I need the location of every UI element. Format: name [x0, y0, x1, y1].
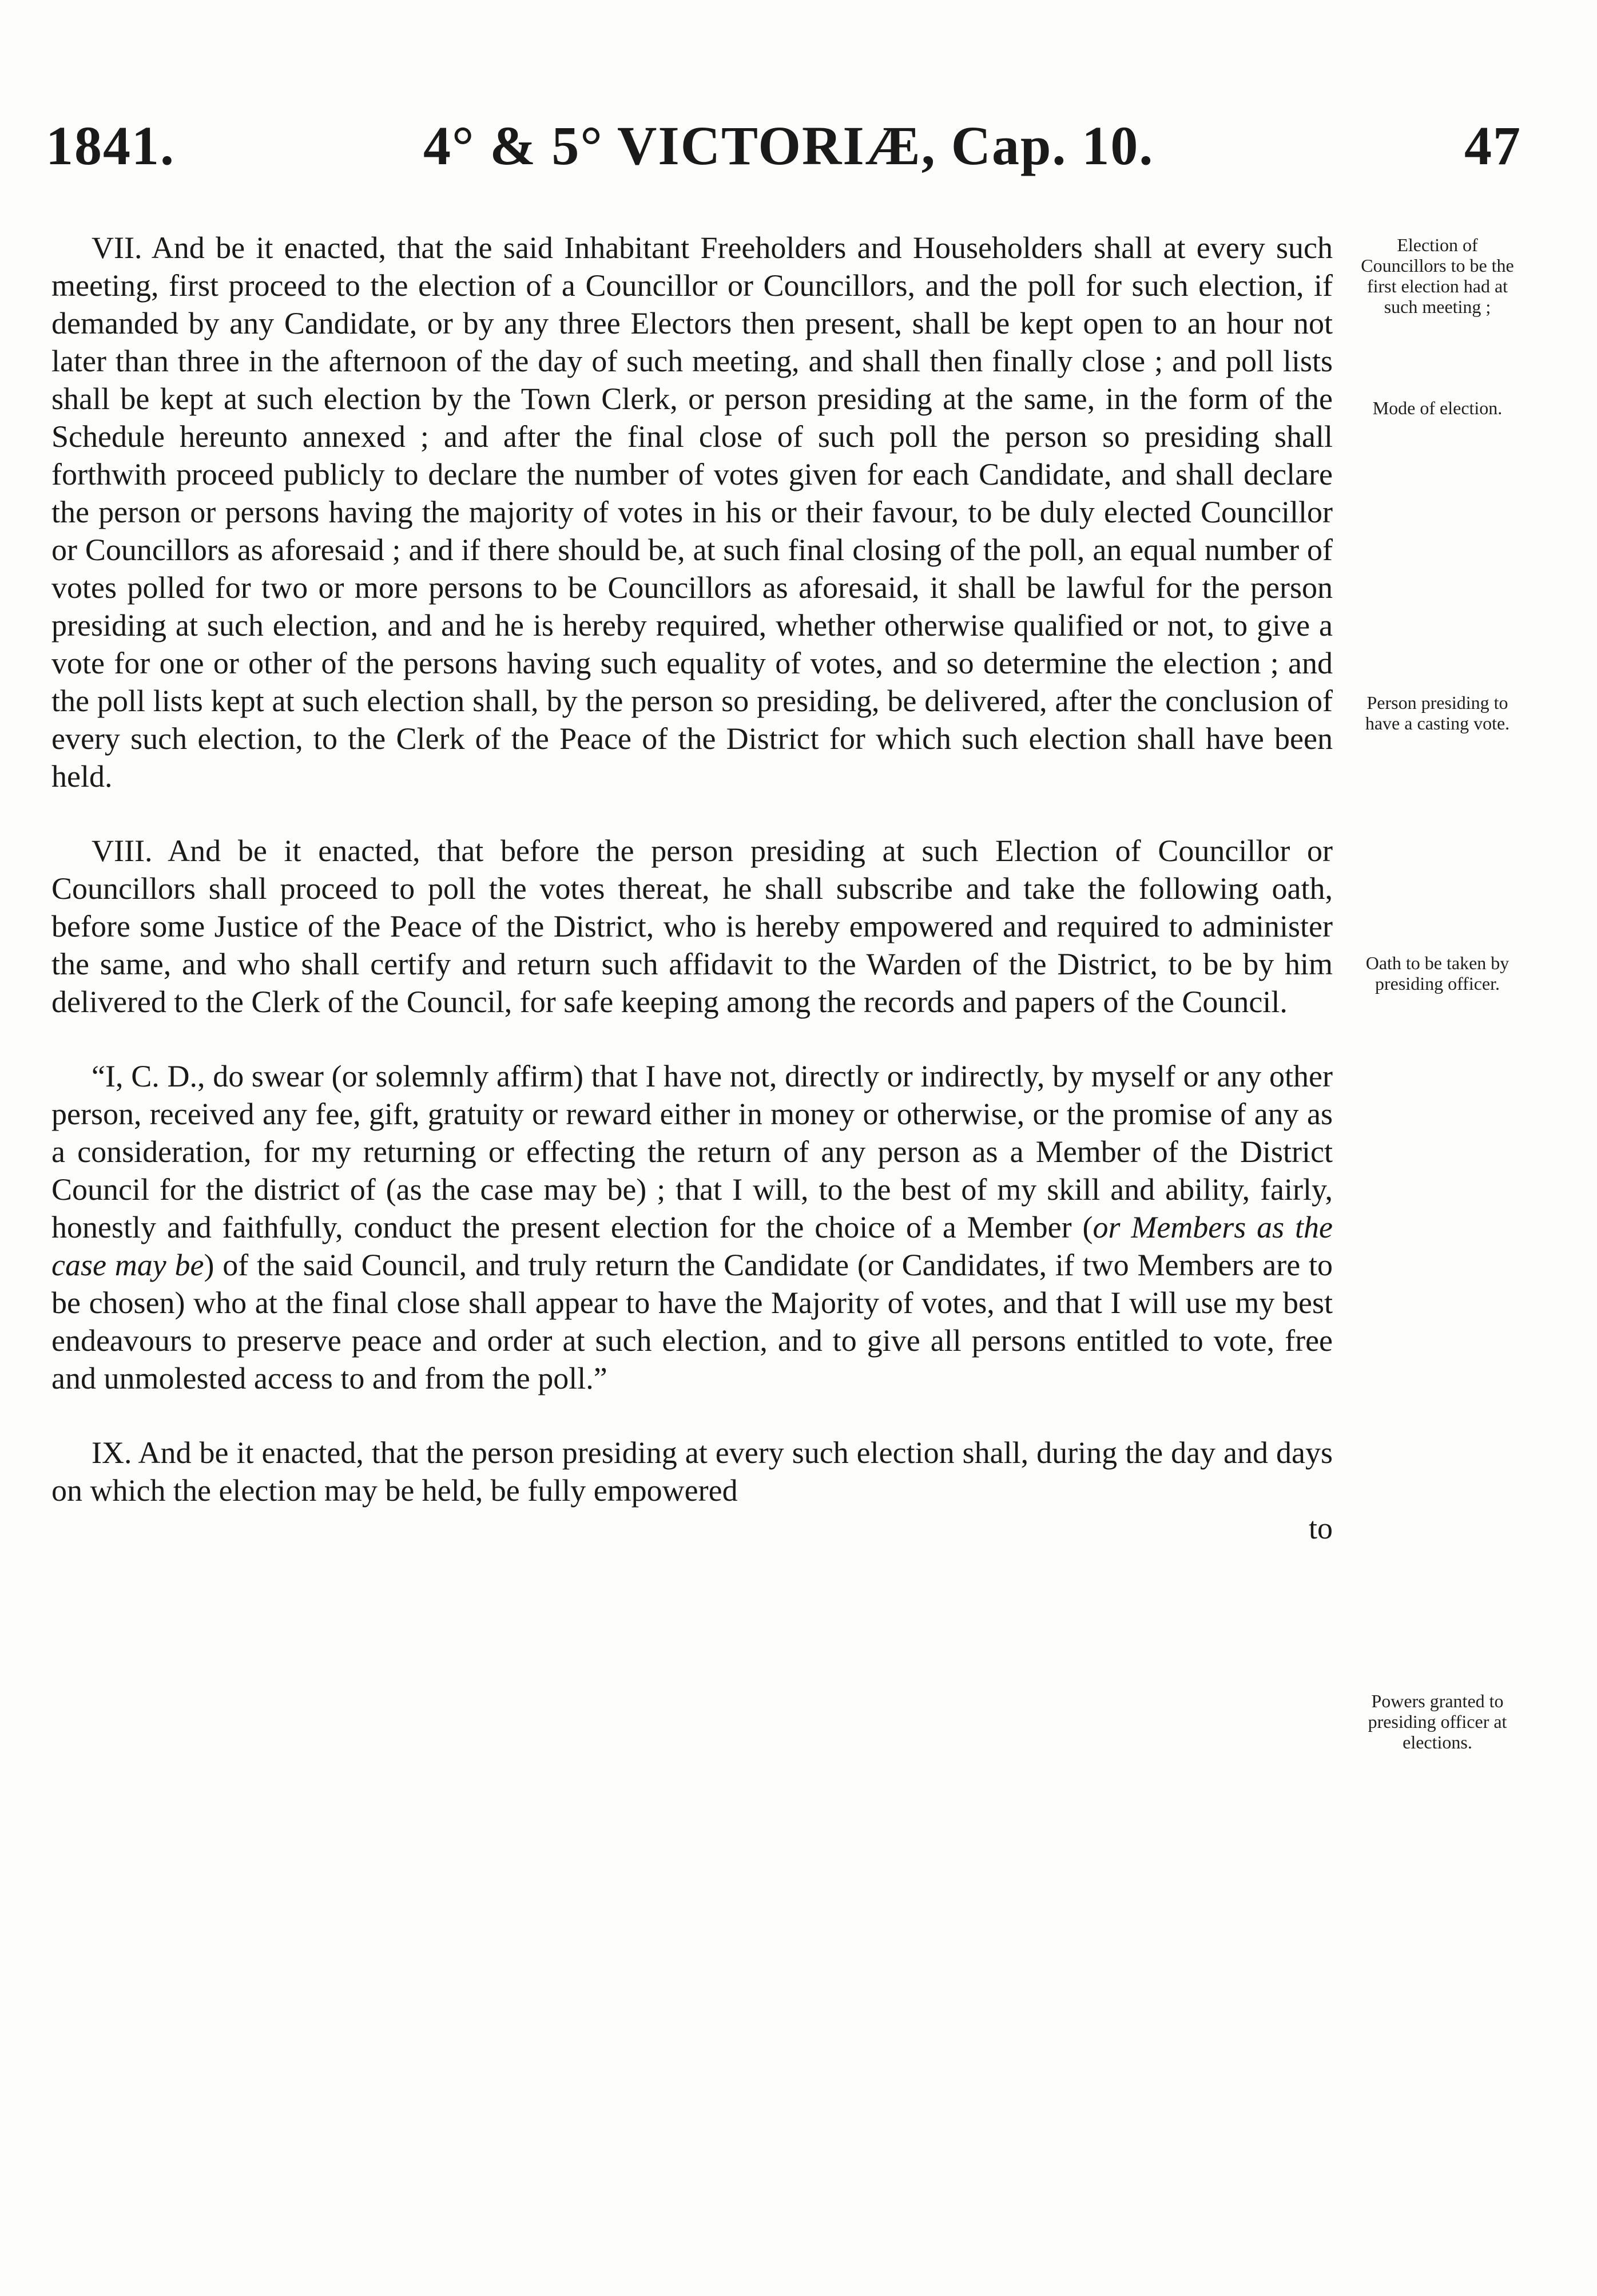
- oath-text: [51, 1057, 1333, 1397]
- oath-text-part-2: ) of the said Council, and truly return the Candidate (or Candidates, if two Members are to be chosen) who at the final close shall appear to have the Majority of votes, and that I will use my best endeavours to preserve peace and order at such election, and to give all persons entitled to vote, free and unmolested access to and from the poll.”: [51, 1248, 1333, 1395]
- catchword: to: [1308, 1511, 1333, 1545]
- margin-note-mode-of-election: Mode of election.: [1372, 398, 1503, 418]
- oath-text-italic: or Members as the case may be: [51, 1210, 1333, 1282]
- oath-text-part-1: “I, C. D., do swear (or solemnly affirm) that I have not, directly or indirectly, by myself or any other person, received any fee, gift, gratuity or reward either in money or otherwise, or the promise of any as a consideration, for my returning or effecting the return of any person as a Member of the District Council for the district of (as the case may be) ; that I will, to the best of my skill and ability, fairly, honestly and faithfully, conduct the present election for the choice of a Member (: [51, 1059, 1333, 1244]
- margin-note-election-of-councillors: Election of Councillors to be the first election had at such meeting ;: [1361, 235, 1514, 317]
- running-head: [46, 114, 1521, 177]
- main-text-column: [51, 229, 1333, 1547]
- margin-note-oath: Oath to be taken by presiding officer.: [1365, 953, 1509, 994]
- page-number: 47: [1464, 115, 1521, 176]
- section-viii: VIII. And be it enacted, that before the person presiding at such Election of Councillor or Councillors shall proceed to poll the votes thereat, he shall subscribe and take the following oath, before some Justice of the Peace of the District, who is hereby empowered and required to administer the same, and who shall certify and return such affidavit to the Warden of the District, to be by him delivered to the Clerk of the Council, for safe keeping among the records and papers of the Council.: [51, 834, 1333, 1019]
- margin-note-casting-vote: Person presiding to have a casting vote.: [1365, 692, 1510, 733]
- running-head-year: 1841.: [46, 115, 175, 176]
- section-vii: VII. And be it enacted, that the said Inhabitant Freeholders and Householders shall at every such meeting, first proceed to the election of a Councillor or Councillors, and the poll for such election, if demanded by any Candidate, or by any three Electors then present, shall be kept open to an hour not later than three in the afternoon of the day of such meeting, and shall then finally close ; and poll lists shall be kept at such election by the Town Clerk, or person presiding at the same, in the form of the Schedule hereunto annexed ; and after the final close of such poll the person so presiding shall forthwith proceed publicly to declare the number of votes given for each Candidate, and shall declare the person or persons having the majority of votes in his or their favour, to be duly elected Councillor or Councillors as aforesaid ; and if there should be, at such final closing of the poll, an equal number of votes polled for two or more persons to be Councillors as aforesaid, it shall be lawful for the person presiding at such election, and and he is hereby required, whether otherwise qualified or not, to give a vote for one or other of the persons having such equality of votes, and so determine the election ; and the poll lists kept at such election shall, by the person so presiding, be delivered, after the conclusion of every such election, to the Clerk of the Peace of the District for which such election shall have been held.: [51, 231, 1333, 794]
- running-head-title: 4° & 5° VICTORIÆ, Cap. 10.: [423, 115, 1154, 176]
- section-ix: IX. And be it enacted, that the person presiding at every such election shall, during the day and days on which the election may be held, be fully empowered: [51, 1436, 1333, 1508]
- margin-note-powers: Powers granted to presiding officer at elections.: [1368, 1691, 1507, 1752]
